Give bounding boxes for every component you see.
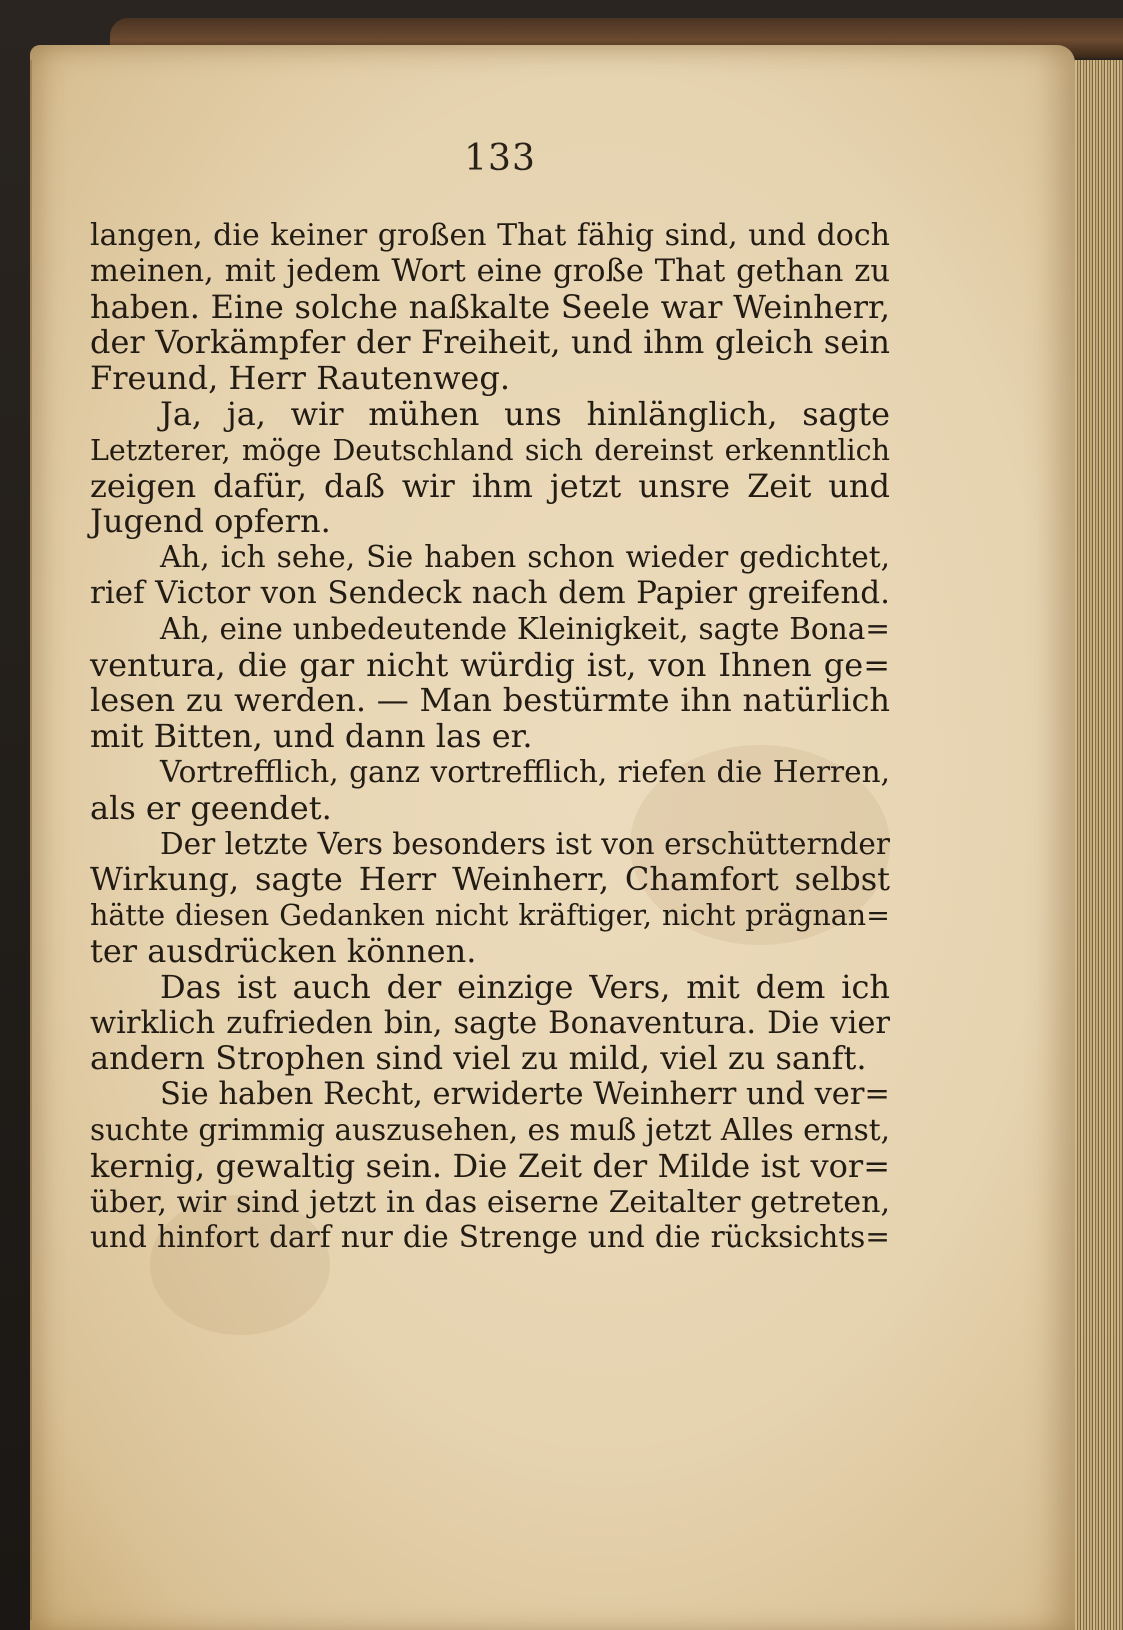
text-line: Der letzte Vers besonders ist von erschütternder [160,826,890,861]
page-number: 133 [464,138,536,179]
text-line: über, wir sind jetzt in das eiserne Zeitalter getreten, [90,1184,890,1220]
text-line: andern Strophen sind viel zu mild, viel zu sanft. [90,1039,867,1078]
text-line: langen, die keiner großen That fähig sind, und doch [90,218,890,253]
text-line: der Vorkämpfer der Freiheit, und ihm gleich sein [90,323,890,362]
text-line: zeigen dafür, daß wir ihm jetzt unsre Zeit und [90,466,890,505]
text-line: lesen zu werden. — Man bestürmte ihn natürlich [90,681,890,720]
text-line: hätte diesen Gedanken nicht kräftiger, nicht prägnan= [90,899,890,933]
text-line: ter ausdrücken können. [90,931,477,970]
text-line: wirklich zufrieden bin, sagte Bonaventura. Die vier [90,1005,890,1041]
text-line: Ja, ja, wir mühen uns hinlänglich, sagte [160,394,890,433]
text-line: rief Victor von Sendeck nach dem Papier greifend. [90,574,890,611]
text-line: Vortrefflich, ganz vortrefflich, riefen die Herren, [160,754,890,789]
text-line: meinen, mit jedem Wort eine große That gethan zu [90,253,890,289]
text-line: Wirkung, sagte Herr Weinherr, Chamfort selbst [90,860,890,899]
page-gutter-line [30,60,32,1620]
text-line: und hinfort darf nur die Strenge und die rücksichts= [90,1220,890,1255]
text-line: Freund, Herr Rautenweg. [90,359,510,398]
text-line: Sie haben Recht, erwiderte Weinherr und ver= [160,1077,890,1113]
text-line: Ah, ich sehe, Sie haben schon wieder gedichtet, [160,540,890,575]
text-line: kernig, gewaltig sein. Die Zeit der Milde ist vor= [90,1146,890,1185]
text-line: ventura, die gar nicht würdig ist, von Ihnen ge= [90,645,890,684]
text-line: mit Bitten, und dann las er. [90,717,533,756]
text-line: als er geendet. [90,788,332,827]
text-line: suchte grimmig auszusehen, es muß jetzt Alles ernst, [90,1112,890,1147]
text-line: Jugend opfern. [90,502,331,541]
text-line: haben. Eine solche naßkalte Seele war Weinherr, [90,287,890,326]
text-line: Das ist auch der einzige Vers, mit dem ich [160,967,890,1006]
text-line: Letzterer, möge Deutschland sich dereinst erkenntlich [90,433,890,467]
page-text [90,218,890,1256]
text-line: Ah, eine unbedeutende Kleinigkeit, sagte Bona= [160,611,890,646]
